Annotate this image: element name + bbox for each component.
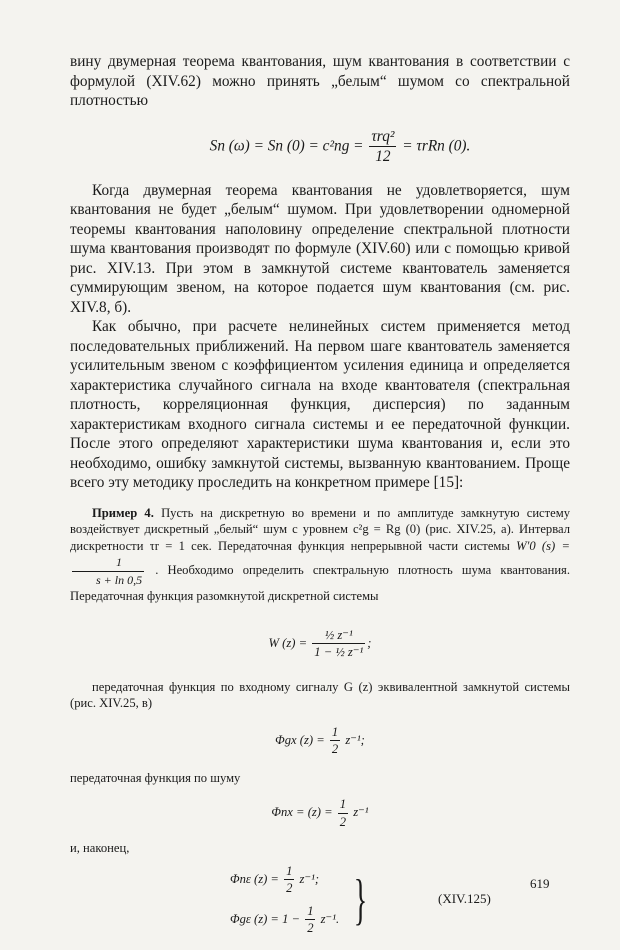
equation-phi-nx: Φnx = (z) = $\frac{1}{2}$ z⁻¹ (271, 797, 369, 829)
paragraph-3: Как обычно, при расчете нелинейных систем применяется метод последовательных приближений. На первом шаге квантователь заменяется усилительным звеном с коэффициентом усиления единица и определяется характеристика случайного сигнала на входе квантователя (спектральная плотность, корреляционная функция, дисперсия) по заданным характеристикам входного сигнала системы и ее передаточной функции. После этого определяют характеристики шума квантования и, если это необходимо, ошибку замкнутой системы, вызванную квантованием. Проще всего эту методику проследить на конкретном примере [15]: (70, 318, 570, 491)
intro-paragraph: вину двумерная теорема квантования, шум квантования в соответствии с формулой (XIV.62) можно принять „белым“ шумом со спектральной плотностью (70, 53, 570, 109)
page-body (70, 52, 570, 937)
equation-phi-gx: Φgx (z) = $\frac{1}{2}$ z⁻¹; (275, 724, 365, 756)
text-finally: и, наконец, (70, 841, 130, 855)
equation-spectral-density: Sn (ω) = Sn (0) = c²ng = $\frac{\text{τrq²}}{12}$ = τrRn (0). (209, 127, 471, 165)
page-number: 619 (530, 876, 550, 891)
right-brace: } (353, 868, 368, 931)
example-label: Пример 4. (92, 505, 154, 520)
example-paragraph: Пример 4. Пусть на дискретную во времени и по амплитуде замкнутую систему воздействует дискретный „белый“ шум с уровнем c²g = Rg (0) (рис. XIV.25, а). Интервал дискретности τr = 1 сек. Передаточная функция непрерывной части системы W′0 (s) = $\frac{1}{s + \ln 0,5}$ . Необходимо определить спектральную плотность шума квантования. Передаточная функция разомкнутой дискретной системы (70, 505, 571, 603)
text-closed-loop: передаточная функция по входному сигналу G (z) эквивалентной замкнутой системы (рис. XIV.25, в) (70, 679, 570, 710)
text-noise-transfer: передаточная функция по шуму (70, 770, 241, 785)
equation-phi-ge: Φgε (z) = 1 − $\frac{1}{2}$ z⁻¹. (230, 903, 340, 935)
equation-system (230, 863, 570, 937)
paragraph-2: Когда двумерная теорема квантования не удовлетворяется, шум квантования не будет „белым“ шумом. При удовлетворении одномерной теоремы квантования наполовину определение спектральной плотности шума квантования производят по формуле (XIV.60) или с помощью кривой рис. XIV.13. При этом в замкнутой системе квантователь заменяется суммирующим звеном, на которое подается шум квантования (см. рис. XIV.8, б). (70, 181, 570, 316)
equation-phi-ne: Φnε (z) = $\frac{1}{2}$ z⁻¹; (230, 863, 320, 895)
equation-open-loop: W (z) = $\frac{\text{½ z⁻¹}}{\text{1 − ½ z⁻¹}}$ ; (268, 627, 372, 659)
equation-number: (XIV.125) (438, 891, 491, 907)
